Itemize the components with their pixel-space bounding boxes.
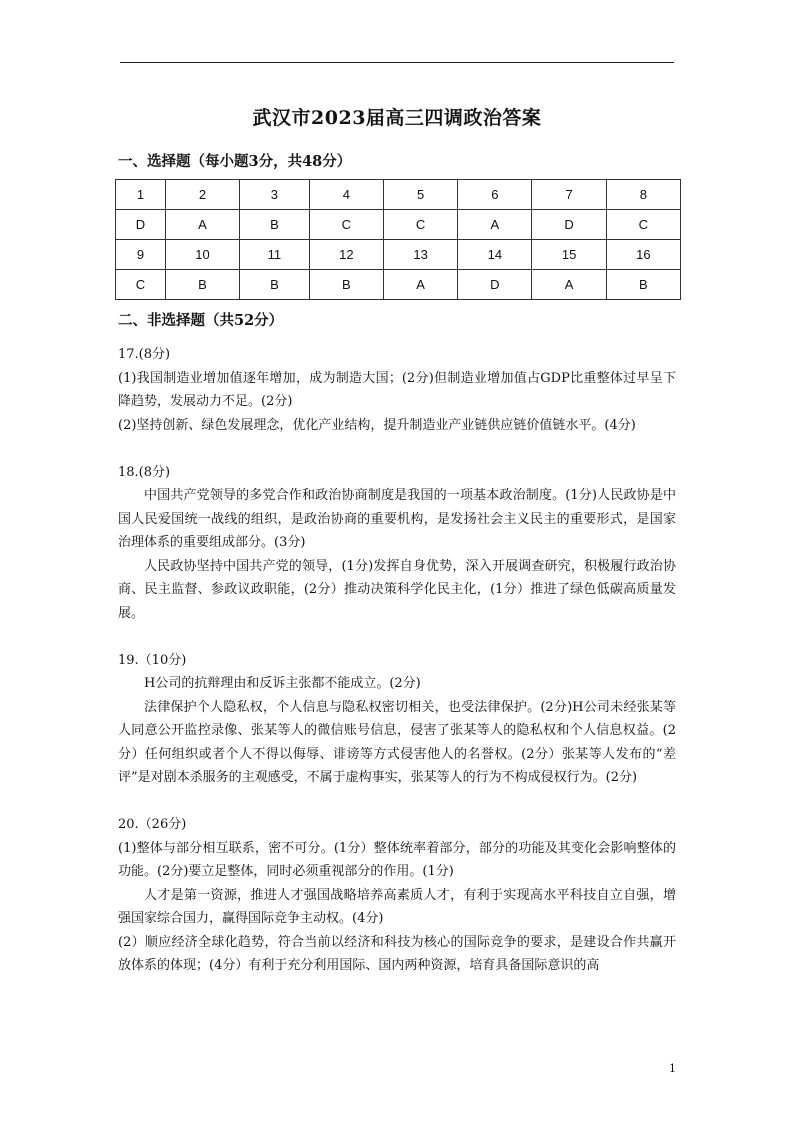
table-cell: 3	[240, 180, 310, 210]
header-rule	[120, 62, 674, 63]
page-number: 1	[669, 1062, 676, 1075]
table-cell: 13	[383, 240, 457, 270]
spacer	[118, 790, 676, 814]
question-20-heading: 20.（26分)	[118, 817, 187, 832]
question-20-part2: (2）顺应经济全球化趋势，符合当前以经济和科技为核心的国际竞争的要求，是建设合作共赢开放体系的体现；(4分）有利于充分利用国际、国内两种资源，培育具备国际意识的高	[118, 934, 676, 973]
table-cell: B	[606, 270, 680, 300]
table-cell: 7	[532, 180, 606, 210]
table-cell: C	[383, 210, 457, 240]
table-cell: 9	[116, 240, 166, 270]
question-17-part2: (2)坚持创新、绿色发展理念，优化产业结构，提升制造业产业链供应链价值链水平。(4分)	[118, 417, 636, 433]
table-cell: A	[458, 210, 532, 240]
table-cell: 6	[458, 180, 532, 210]
question-19-heading: 19.（10分)	[118, 652, 187, 668]
table-cell: D	[458, 270, 532, 300]
table-cell: 11	[240, 240, 310, 270]
section-heading-nonchoice: 二、非选择题（共52分）	[118, 312, 284, 329]
table-cell: B	[165, 270, 239, 300]
question-20-part1: (1)整体与部分相互联系，密不可分。(1分）整体统率着部分，部分的功能及其变化会影响整体的功能。(2分)要立足整体，同时必须重视部分的作用。(1分)	[118, 840, 676, 879]
table-cell: D	[116, 210, 166, 240]
question-19-para1: H公司的抗辩理由和反诉主张都不能成立。(2分)	[144, 676, 421, 691]
question-18-para2: 人民政协坚持中国共产党的领导，(1分)发挥自身优势，深入开展调查研究，积极履行政治协商、民主监督、参政议政职能，(2分）推动决策科学化民主化，(1分）推进了绿色低碳高质量发展。	[118, 558, 676, 621]
table-cell: 5	[383, 180, 457, 210]
table-cell: 2	[165, 180, 239, 210]
table-row	[116, 180, 681, 210]
document-title: 武汉市2023届高三四调政治答案	[252, 107, 542, 129]
table-cell: A	[532, 270, 606, 300]
table-cell: B	[240, 210, 310, 240]
question-17-part1: (1)我国制造业增加值逐年增加，成为制造大国；(2分)但制造业增加值占GDP比重整体过早呈下降趋势，发展动力不足。(2分)	[118, 370, 676, 409]
table-cell: C	[309, 210, 383, 240]
question-20-para2: 人才是第一资源，推进人才强国战略培养高素质人才，有利于实现高水平科技自立自强，增强国家综合国力，赢得国际竞争主动权。(4分)	[118, 887, 676, 926]
question-18-heading: 18.(8分)	[118, 464, 171, 480]
table-cell: B	[240, 270, 310, 300]
table-cell: 14	[458, 240, 532, 270]
table-cell: C	[606, 210, 680, 240]
table-cell: A	[165, 210, 239, 240]
table-cell: 16	[606, 240, 680, 270]
table-cell: 4	[309, 180, 383, 210]
spacer	[118, 437, 676, 461]
question-19-para2: 法律保护个人隐私权，个人信息与隐私权密切相关，也受法律保护。(2分)H公司未经张某等人同意公开监控录像、张某等人的微信账号信息，侵害了张某等人的隐私权和个人信息权益。(2分）任何组织或者个人不得以侮辱、诽谤等方式侵害他人的名誉权。(2分）张某等人发布的“差评”是对剧本杀服务的主观感受，不属于虚构事实，张某等人的行为不构成侵权行为。(2分)	[118, 699, 676, 785]
answer-content	[118, 343, 676, 978]
table-cell: 15	[532, 240, 606, 270]
spacer	[118, 625, 676, 649]
table-cell: 10	[165, 240, 239, 270]
table-cell: 8	[606, 180, 680, 210]
table-cell: C	[116, 270, 166, 300]
table-row	[116, 270, 681, 300]
table-cell: 12	[309, 240, 383, 270]
question-18-para1: 中国共产党领导的多党合作和政治协商制度是我国的一项基本政治制度。(1分)人民政协是中国人民爱国统一战线的组织，是政治协商的重要机构，是发扬社会主义民主的重要形式，是国家治理体系的重要组成部分。(3分)	[118, 488, 676, 550]
section-heading-choice: 一、选择题（每小题3分，共48分）	[118, 153, 352, 170]
answer-table	[115, 179, 681, 300]
table-cell: 1	[116, 180, 166, 210]
table-cell: A	[383, 270, 457, 300]
table-row	[116, 240, 681, 270]
table-row	[116, 210, 681, 240]
table-cell: D	[532, 210, 606, 240]
table-cell: B	[309, 270, 383, 300]
question-17-heading: 17.(8分)	[118, 347, 171, 362]
